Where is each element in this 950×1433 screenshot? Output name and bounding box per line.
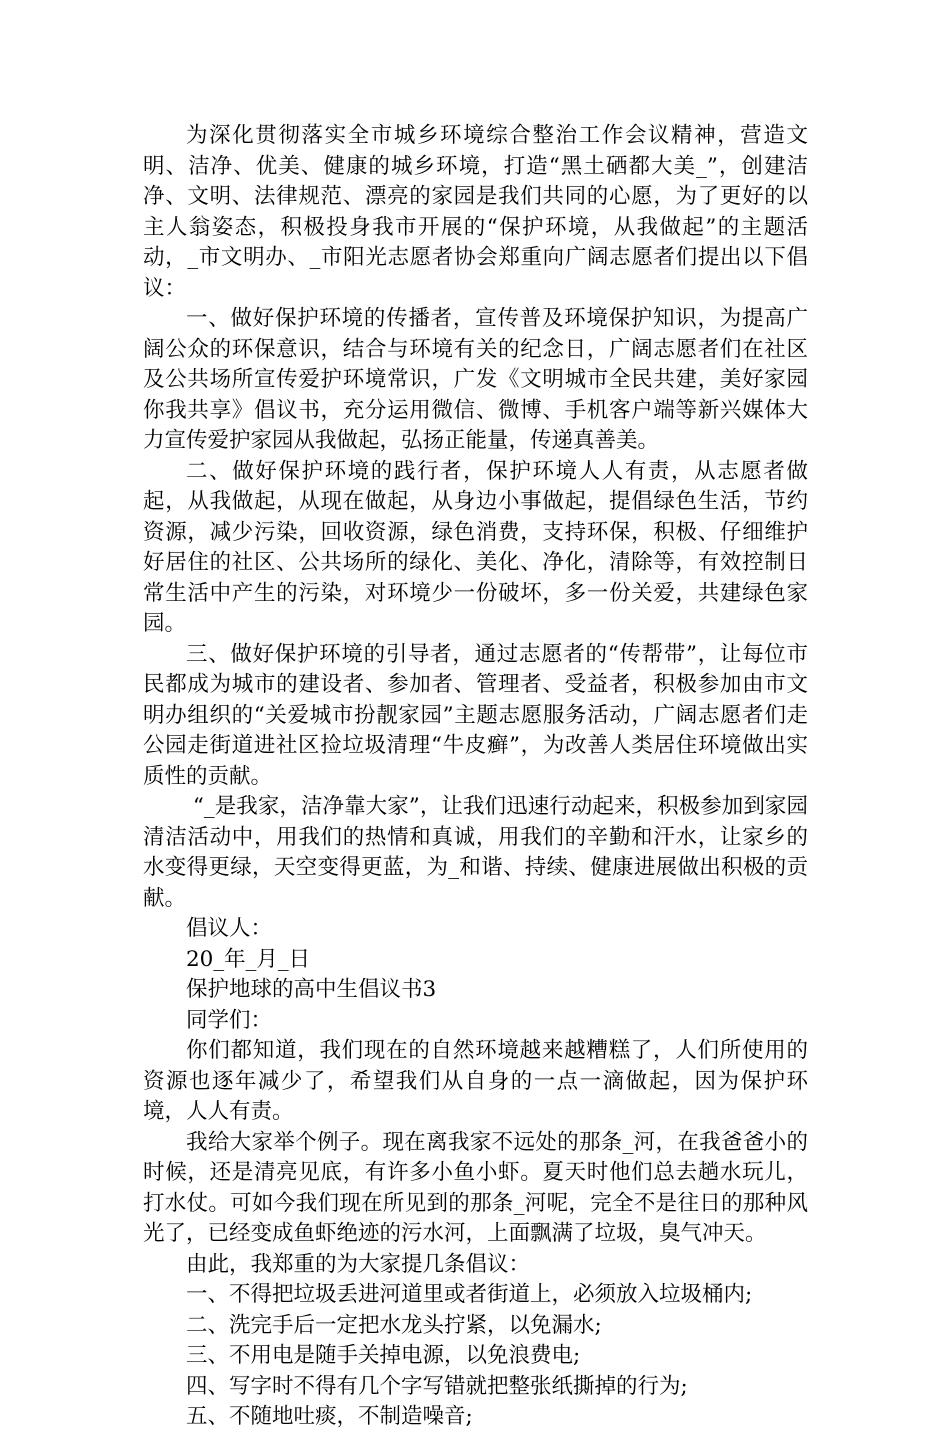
- paragraph-intro: 为深化贯彻落实全市城乡环境综合整治工作会议精神，营造文明、洁净、优美、健康的城乡环境，打造“黑土硒都大美_”，创建洁净、文明、法律规范、漂亮的家园是我们共同的心愿，为了更好的以主人翁姿态，积极投身我市开展的“保护环境，从我做起”的主题活动，_市文明办、_市阳光志愿者协会郑重向广阔志愿者们提出以下倡议：: [143, 123, 808, 301]
- section-heading: 保护地球的高中生倡议书3: [186, 977, 437, 1002]
- document-body: [143, 121, 808, 1433]
- signature-label: 倡议人：: [186, 916, 273, 941]
- list-item: 五、不随地吐痰，不制造噪音;: [186, 1404, 473, 1429]
- paragraph-proposals-intro: 由此，我郑重的为大家提几条倡议：: [186, 1251, 531, 1277]
- list-item: 一、不得把垃圾丢进河道里或者街道上，必须放入垃圾桶内;: [186, 1282, 753, 1307]
- paragraph-example: 我给大家举个例子。现在离我家不远处的那条_河，在我爸爸小的时候，还是清亮见底，有许多小鱼小虾。夏天时他们总去趟水玩儿，打水仗。可如今我们现在所见到的那条_河呢，完全不是往日的那种风光了，已经变成鱼虾绝迹的污水河，上面飘满了垃圾，臭气冲天。: [143, 1129, 808, 1246]
- paragraph-proposal-three: 三、做好保护环境的引导者，通过志愿者的“传帮带”，让每位市民都成为城市的建设者、参加者、管理者、受益者，积极参加由市文明办组织的“关爱城市扮靓家园”主题志愿服务活动，广阔志愿者们走公园走街道进社区捡垃圾清理“牛皮癣”，为改善人类居住环境做出实质性的贡献。: [143, 641, 808, 789]
- list-item: 三、不用电是随手关掉电源，以免浪费电;: [186, 1343, 581, 1368]
- paragraph-proposal-two: 二、做好保护环境的践行者，保护环境人人有责，从志愿者做起，从我做起，从现在做起，从身边小事做起，提倡绿色生活，节约资源，减少污染，回收资源，绿色消费，支持环保，积极、仔细维护好居住的社区、公共场所的绿化、美化、净化，清除等，有效控制日常生活中产生的污染，对环境少一份破坏，多一份关爱，共建绿色家园。: [143, 458, 808, 636]
- paragraph-call-to-action: “_是我家，洁净靠大家”，让我们迅速行动起来，积极参加到家园清洁活动中，用我们的热情和真诚，用我们的辛勤和汗水，让家乡的水变得更绿，天空变得更蓝，为_和谐、持续、健康进展做出积极的贡献。: [143, 794, 808, 911]
- paragraph-environment: 你们都知道，我们现在的自然环境越来越糟糕了，人们所使用的资源也逐年减少了，希望我们从自身的一点一滴做起，因为保护环境，人人有责。: [143, 1038, 808, 1124]
- list-item: 二、洗完手后一定把水龙头拧紧，以免漏水;: [186, 1312, 602, 1338]
- paragraph-proposal-one: 一、做好保护环境的传播者，宣传普及环境保护知识，为提高广阔公众的环保意识，结合与环境有关的纪念日，广阔志愿者们在社区及公共场所宣传爱护环境常识，广发《文明城市全民共建，美好家园你我共享》倡议书，充分运用微信、微博、手机客户端等新兴媒体大力宣传爱护家园从我做起，弘扬正能量，传递真善美。: [143, 306, 808, 453]
- list-item: 四、写字时不得有几个字写错就把整张纸撕掉的行为;: [186, 1373, 688, 1399]
- date-line: 20_年_月_日: [186, 946, 311, 972]
- salutation: 同学们：: [186, 1007, 273, 1033]
